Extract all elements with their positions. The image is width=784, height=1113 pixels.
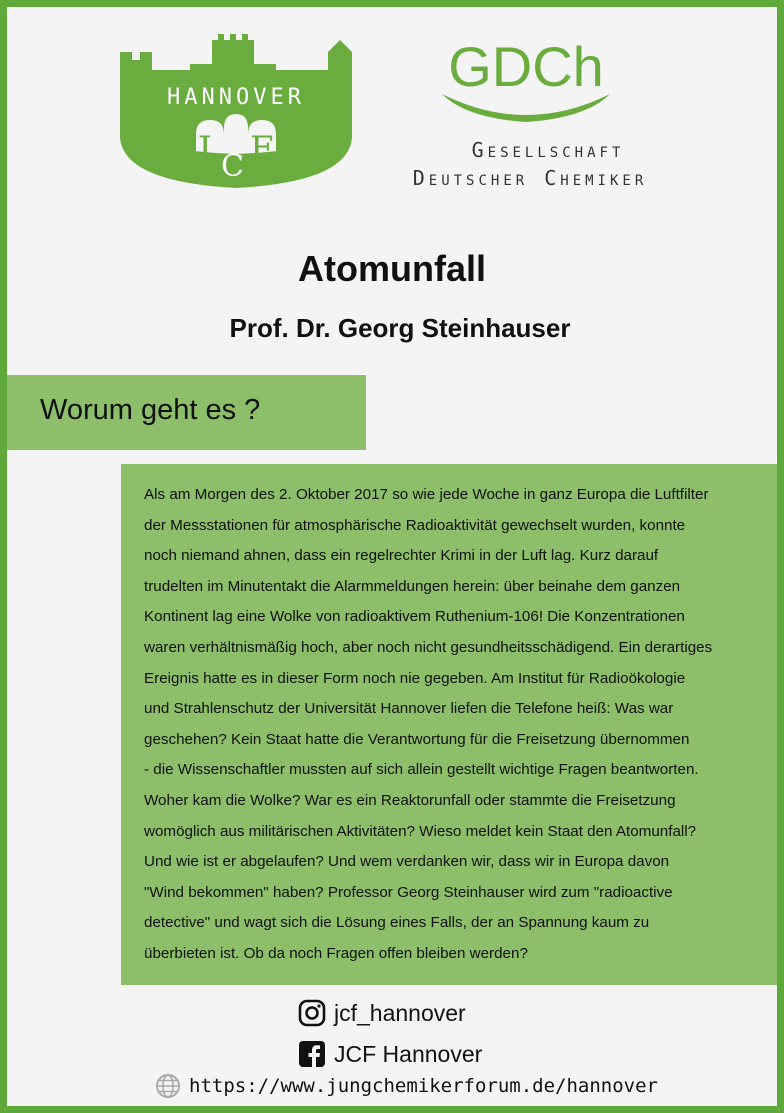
abstract-line: Ereignis hatte es in dieser Form noch nie gegeben. Am Institut für Radioökologie [144, 669, 686, 687]
abstract-line: Woher kam die Wolke? War es ein Reaktorunfall oder stammte die Freisetzung [144, 791, 676, 809]
abstract-line: Kontinent lag eine Wolke von radioaktivem Ruthenium-106! Die Konzentrationen [144, 608, 685, 626]
abstract-line: und Strahlenschutz der Universität Hannover liefen die Telefone heiß: Was war [144, 700, 674, 718]
abstract-line: trudelten im Minutentakt die Alarmmeldungen herein: über beinahe dem ganzen [144, 577, 681, 595]
jcf-letter-f: F [250, 129, 274, 169]
website-url: https://www.jungchemikerforum.de/hannover [189, 1075, 658, 1097]
website-link[interactable] [155, 1073, 658, 1099]
abstract-line: noch niemand ahnen, dass ein regelrechter Krimi in der Luft lag. Kurz darauf [144, 547, 659, 565]
facebook-link[interactable] [298, 1040, 482, 1068]
speaker-name: Prof. Dr. Georg Steinhauser [229, 313, 571, 343]
abstract-line: detective" und wagt sich die Lösung eines Falls, der an Spannung kaum zu [144, 914, 650, 932]
jcf-hannover-logo [118, 30, 354, 190]
gdch-name-line1: Gesellschaft [471, 138, 625, 162]
abstract-line: überbieten ist. Ob da noch Fragen offen bleiben werden? [144, 944, 528, 962]
abstract-line: waren verhältnismäßig hoch, aber noch nicht gesundheitsschädigend. Ein derartiges [144, 638, 713, 656]
globe-icon [155, 1073, 181, 1099]
facebook-name: JCF Hannover [334, 1040, 483, 1067]
abstract-line: Und wie ist er abgelaufen? Und wem verdanken wir, dass wir in Europa davon [144, 853, 670, 871]
abstract-line: "Wind bekommen" haben? Professor Georg Steinhauser wird zum "radioactive [144, 883, 673, 901]
jcf-city-text: HANNOVER [167, 85, 305, 110]
instagram-handle: jcf_hannover [334, 999, 466, 1026]
jcf-letter-c: C [221, 149, 244, 184]
abstract-line: Als am Morgen des 2. Oktober 2017 so wie jede Woche in ganz Europa die Luftfilter [144, 486, 709, 503]
event-title: Atomunfall [298, 248, 486, 289]
facebook-icon [298, 1040, 326, 1068]
abstract-line: - die Wissenschaftler mussten auf sich allein gestellt wichtige Fragen beantworten. [144, 761, 699, 779]
jcf-letter-j: J [198, 129, 212, 169]
abstract-line: geschehen? Kein Staat hatte die Verantwortung für die Freisetzung übernommen [144, 730, 690, 748]
abstract-text [144, 480, 774, 970]
instagram-icon [298, 999, 326, 1027]
abstract-line: der Messstationen für atmosphärische Radioaktivität gewechselt wurden, konnte [144, 516, 686, 534]
section-title: Worum geht es ? [40, 394, 261, 426]
gdch-name-line2: Deutscher Chemiker [412, 166, 648, 190]
gdch-abbr-text: GDCh [448, 36, 604, 98]
abstract-line: womöglich aus militärischen Aktivitäten? Wieso meldet kein Staat den Atomunfall? [144, 822, 697, 840]
instagram-link[interactable] [298, 999, 466, 1027]
gdch-logo [436, 36, 616, 126]
